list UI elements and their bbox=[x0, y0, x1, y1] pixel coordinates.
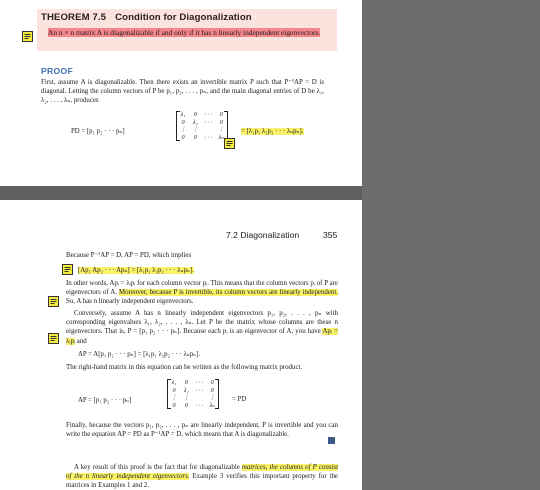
matrix-cell: λₙ bbox=[218, 133, 224, 141]
matrix-cell: 0 bbox=[219, 111, 223, 118]
matrix-cell: 0 bbox=[184, 401, 188, 409]
matrix-cell: 0 bbox=[193, 111, 197, 118]
equation-pd-right-highlight[interactable]: = [λ₁p₁ λ₂p₂ · · · λₙpₙ]. bbox=[241, 128, 304, 135]
para3-highlight[interactable]: Apᵢ = λᵢpᵢ bbox=[66, 328, 338, 345]
equation-ap-pd-left: AP = [p₁ p₂ · · · pₙ] bbox=[78, 397, 132, 404]
matrix-cell: ⋮ bbox=[180, 126, 187, 133]
para2-highlight[interactable]: Moreover, because P is invertible, its column vectors are linearly independent. bbox=[118, 289, 338, 297]
document-page-2[interactable] bbox=[0, 200, 362, 490]
matrix-cell: · · · bbox=[195, 401, 204, 409]
sticky-note-icon[interactable] bbox=[22, 31, 33, 42]
sticky-note-icon[interactable] bbox=[48, 296, 59, 307]
sticky-note-icon[interactable] bbox=[48, 333, 59, 344]
matrix-cell: λ₂ bbox=[192, 118, 198, 126]
page-gap bbox=[0, 186, 362, 200]
body-paragraph-3 bbox=[66, 309, 338, 346]
theorem-heading bbox=[41, 12, 252, 23]
para6-highlight[interactable]: matrices, the columns of P consist of the n linearly independent eigenvectors. bbox=[66, 464, 338, 481]
matrix-cell: 0 bbox=[181, 118, 185, 126]
matrix-cell bbox=[192, 394, 206, 402]
matrix-cell bbox=[201, 126, 215, 134]
matrix-cell: 0 bbox=[172, 401, 176, 409]
sticky-note-icon[interactable] bbox=[224, 138, 235, 149]
page-number: 355 bbox=[323, 230, 338, 240]
body-paragraph-6 bbox=[66, 463, 338, 490]
equation-ap-expansion: AP = A[p₁ p₂ · · · pₙ] = [λ₁p₁ λ₂p₂ · · · λₙpₙ]. bbox=[78, 351, 201, 358]
sticky-note-icon[interactable] bbox=[62, 264, 73, 275]
theorem-number: THEOREM 7.5 bbox=[41, 12, 107, 23]
body-line-1: Because P⁻¹AP = D, AP = PD, which implies bbox=[66, 252, 192, 259]
document-page-1[interactable] bbox=[0, 0, 362, 186]
equation-pd-right bbox=[241, 127, 304, 135]
matrix-cell: ⋮ bbox=[192, 126, 199, 133]
matrix-cell: · · · bbox=[204, 111, 213, 118]
matrix-cell: ⋮ bbox=[171, 394, 178, 401]
diagonal-matrix-d-2 bbox=[167, 379, 219, 409]
proof-heading: PROOF bbox=[41, 66, 74, 76]
theorem-title: Condition for Diagonalization bbox=[115, 12, 252, 23]
matrix-cell: 0 bbox=[181, 133, 185, 141]
body-paragraph-5: Finally, because the vectors p₁, p₂, . . . , pₙ are linearly independent, P is invertible and you can write the equation AP = PD as P⁻¹AP = D, which means that A is diagonalizable. bbox=[66, 422, 338, 439]
matrix-cell: 0 bbox=[210, 379, 214, 386]
end-of-proof-icon bbox=[328, 437, 335, 444]
theorem-statement bbox=[48, 28, 332, 37]
para6-text-b: Example 3 verifies this important property for the matrices in Examples 1 and 2. bbox=[66, 473, 338, 490]
matrix-cell: ⋮ bbox=[218, 126, 225, 133]
matrix-cell: 0 bbox=[193, 133, 197, 141]
equation-ap-pd-right: = PD bbox=[232, 396, 247, 403]
para6-text-a: A key result of this proof is the fact that for diagonalizable bbox=[74, 464, 242, 471]
para3-text: Conversely, assume A has n linearly independent eigenvectors p₁, p₂, . . . , pₙ with corresponding eigenvalues λ₁, λ₂, . . . , λₙ. Let P be the matrix whose columns are these n eigenvectors. That is, P = [p₁ p₂ · · · pₙ]. Because each pᵢ is an eigenvector of A, you have bbox=[66, 310, 338, 336]
matrix-cell: λ₁ bbox=[180, 111, 186, 118]
matrix-cell: λ₂ bbox=[183, 386, 189, 394]
body-paragraph-2 bbox=[66, 279, 338, 307]
para3-end: and bbox=[75, 337, 87, 345]
para2-text-c: So, A has n linearly independent eigenvectors. bbox=[66, 298, 194, 306]
theorem-statement-highlight[interactable]: An n × n matrix A is diagonalizable if and only if it has n linearly independent eigenvectors. bbox=[48, 28, 321, 37]
para2-text-a: In other words, Apᵢ = λᵢpᵢ for each column vector pᵢ. This means that the column vectors pᵢ of P are eigenvectors of A. bbox=[66, 280, 338, 297]
matrix-cell: 0 bbox=[210, 386, 214, 394]
matrix-cell: 0 bbox=[219, 118, 223, 126]
equation-pd-left: PD = [p₁ p₂ · · · pₙ] bbox=[71, 128, 125, 135]
matrix-cell: · · · bbox=[195, 386, 204, 394]
matrix-cell: · · · bbox=[195, 379, 204, 386]
matrix-cell: · · · bbox=[204, 118, 213, 126]
matrix-cell: · · · bbox=[204, 133, 213, 141]
equation-ap-columns bbox=[78, 266, 194, 274]
matrix-cell: 0 bbox=[172, 386, 176, 394]
running-head: 7.2 Diagonalization bbox=[226, 230, 300, 240]
matrix-cell: λ₁ bbox=[171, 379, 177, 386]
matrix-cell: ⋮ bbox=[209, 394, 216, 401]
proof-paragraph-1: First, assume A is diagonalizable. Then there exists an invertible matrix P such that P⁻¹AP = D is diagonal. Letting the column vectors of P be p₁, p₂, . . . , pₙ, and the main diagonal entries of D be λ₁, λ₂, . . . , λₙ, produces bbox=[41, 79, 324, 105]
diagonal-matrix-d bbox=[176, 111, 228, 141]
matrix-cell: ⋮ bbox=[183, 394, 190, 401]
viewer-background-strip bbox=[362, 0, 540, 490]
matrix-cell: 0 bbox=[184, 379, 188, 386]
body-paragraph-4: The right-hand matrix in this equation can be written as the following matrix product. bbox=[66, 364, 303, 371]
matrix-cell: λₙ bbox=[209, 401, 215, 409]
equation-ap-columns-highlight[interactable]: [Ap₁ Ap₂ · · · Apₙ] = [λ₁p₁ λ₂p₂ · · · λₙpₙ]. bbox=[78, 267, 194, 274]
